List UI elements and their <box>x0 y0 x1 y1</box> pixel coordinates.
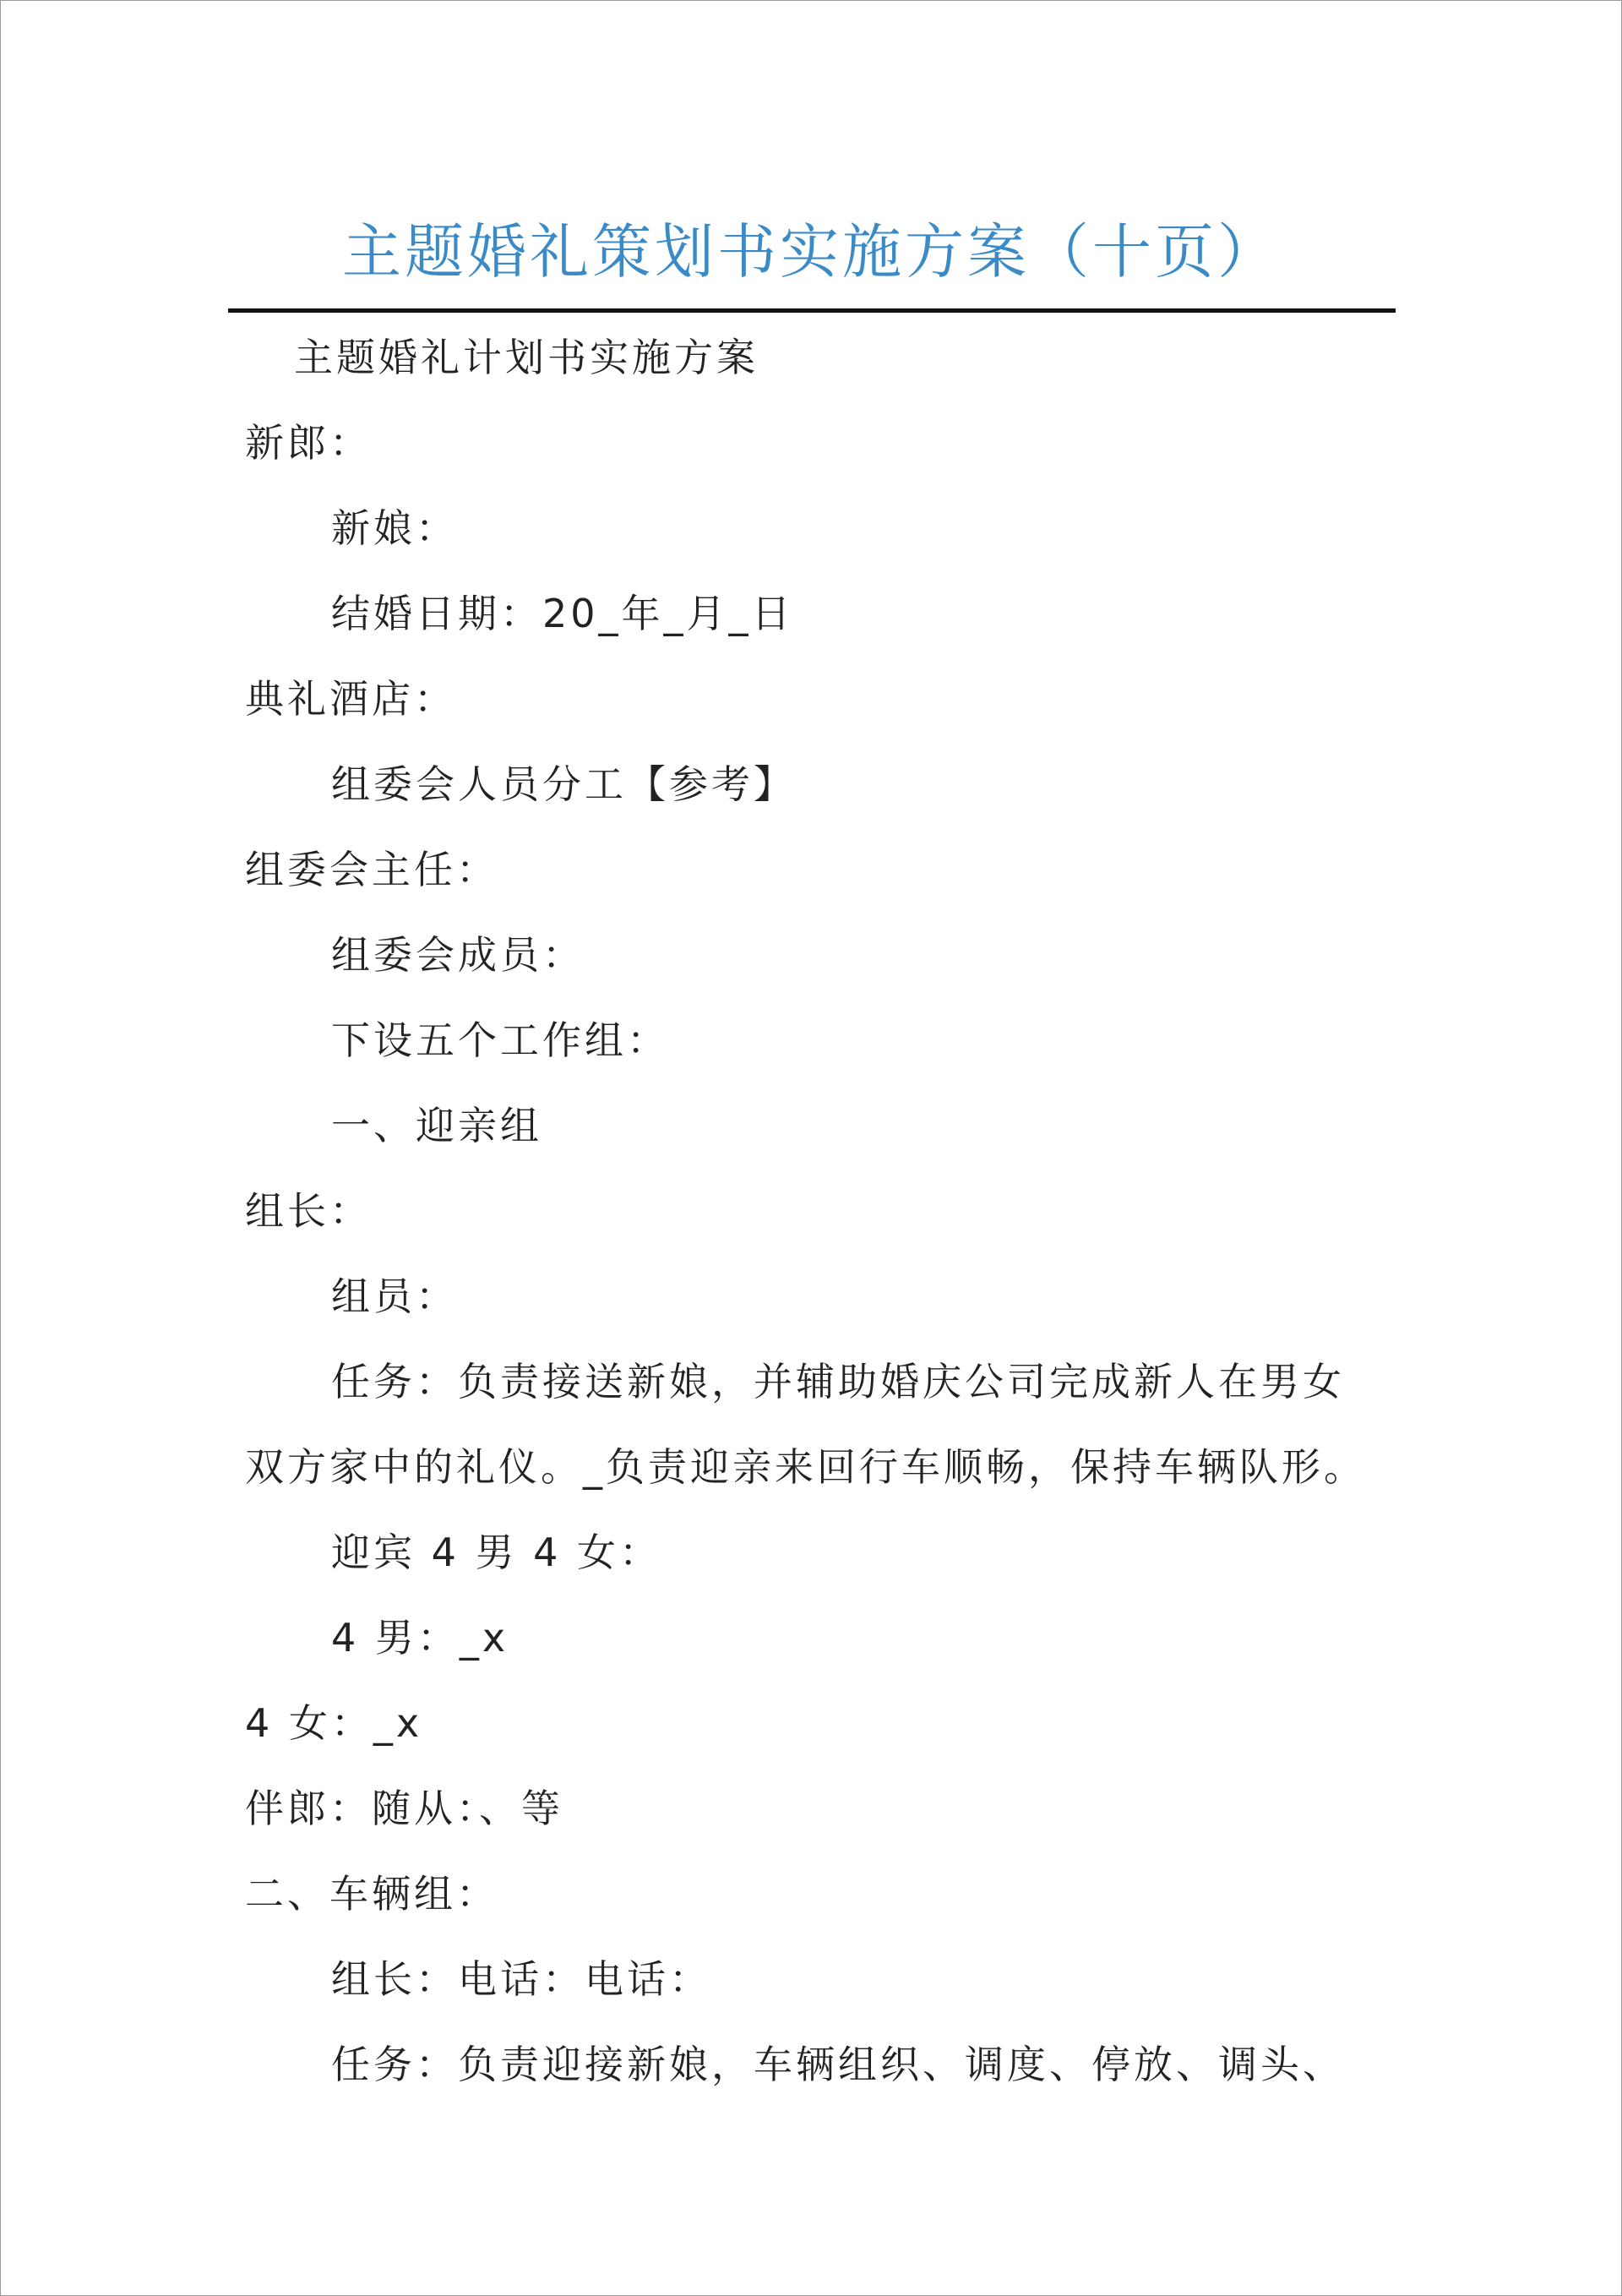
committee-director-line: 组委会主任： <box>245 847 498 892</box>
subtitle-line: 主题婚礼计划书实施方案 <box>294 335 759 380</box>
title-divider <box>228 308 1396 313</box>
five-groups-line: 下设五个工作组： <box>331 1017 669 1063</box>
task-line-1: 任务：负责接送新娘，并辅助婚庆公司完成新人在男女 <box>331 1359 1345 1404</box>
section-heading-reception: 一、迎亲组 <box>331 1103 542 1148</box>
group-members-line: 组员： <box>331 1273 458 1319</box>
committee-members-line: 组委会成员： <box>331 932 585 978</box>
groomsmen-line: 伴郎：随从：、等 <box>245 1786 563 1831</box>
document-title: 主题婚礼策划书实施方案（十页） <box>342 217 1280 286</box>
groom-line: 新郎： <box>245 420 372 466</box>
ceremony-hotel-line: 典礼酒店： <box>245 676 456 722</box>
female-greeters-line: 4 女：_x <box>245 1700 423 1746</box>
committee-division-line: 组委会人员分工【参考】 <box>331 761 796 807</box>
greeters-line: 迎宾 4 男 4 女： <box>331 1530 662 1575</box>
task-line-2: 双方家中的礼仪。_负责迎亲来回行车顺畅，保持车辆队形。 <box>245 1444 1366 1490</box>
wedding-date-line: 结婚日期：20_年_月_日 <box>331 591 794 636</box>
vehicle-task-line: 任务：负责迎接新娘，车辆组织、调度、停放、调头、 <box>331 2042 1345 2087</box>
vehicle-leader-phone-line: 组长：电话：电话： <box>331 1956 711 2002</box>
section-heading-vehicles: 二、车辆组： <box>245 1871 498 1917</box>
group-leader-line: 组长： <box>245 1188 372 1234</box>
bride-line: 新娘： <box>331 505 458 551</box>
male-greeters-line: 4 男：_x <box>331 1615 509 1661</box>
